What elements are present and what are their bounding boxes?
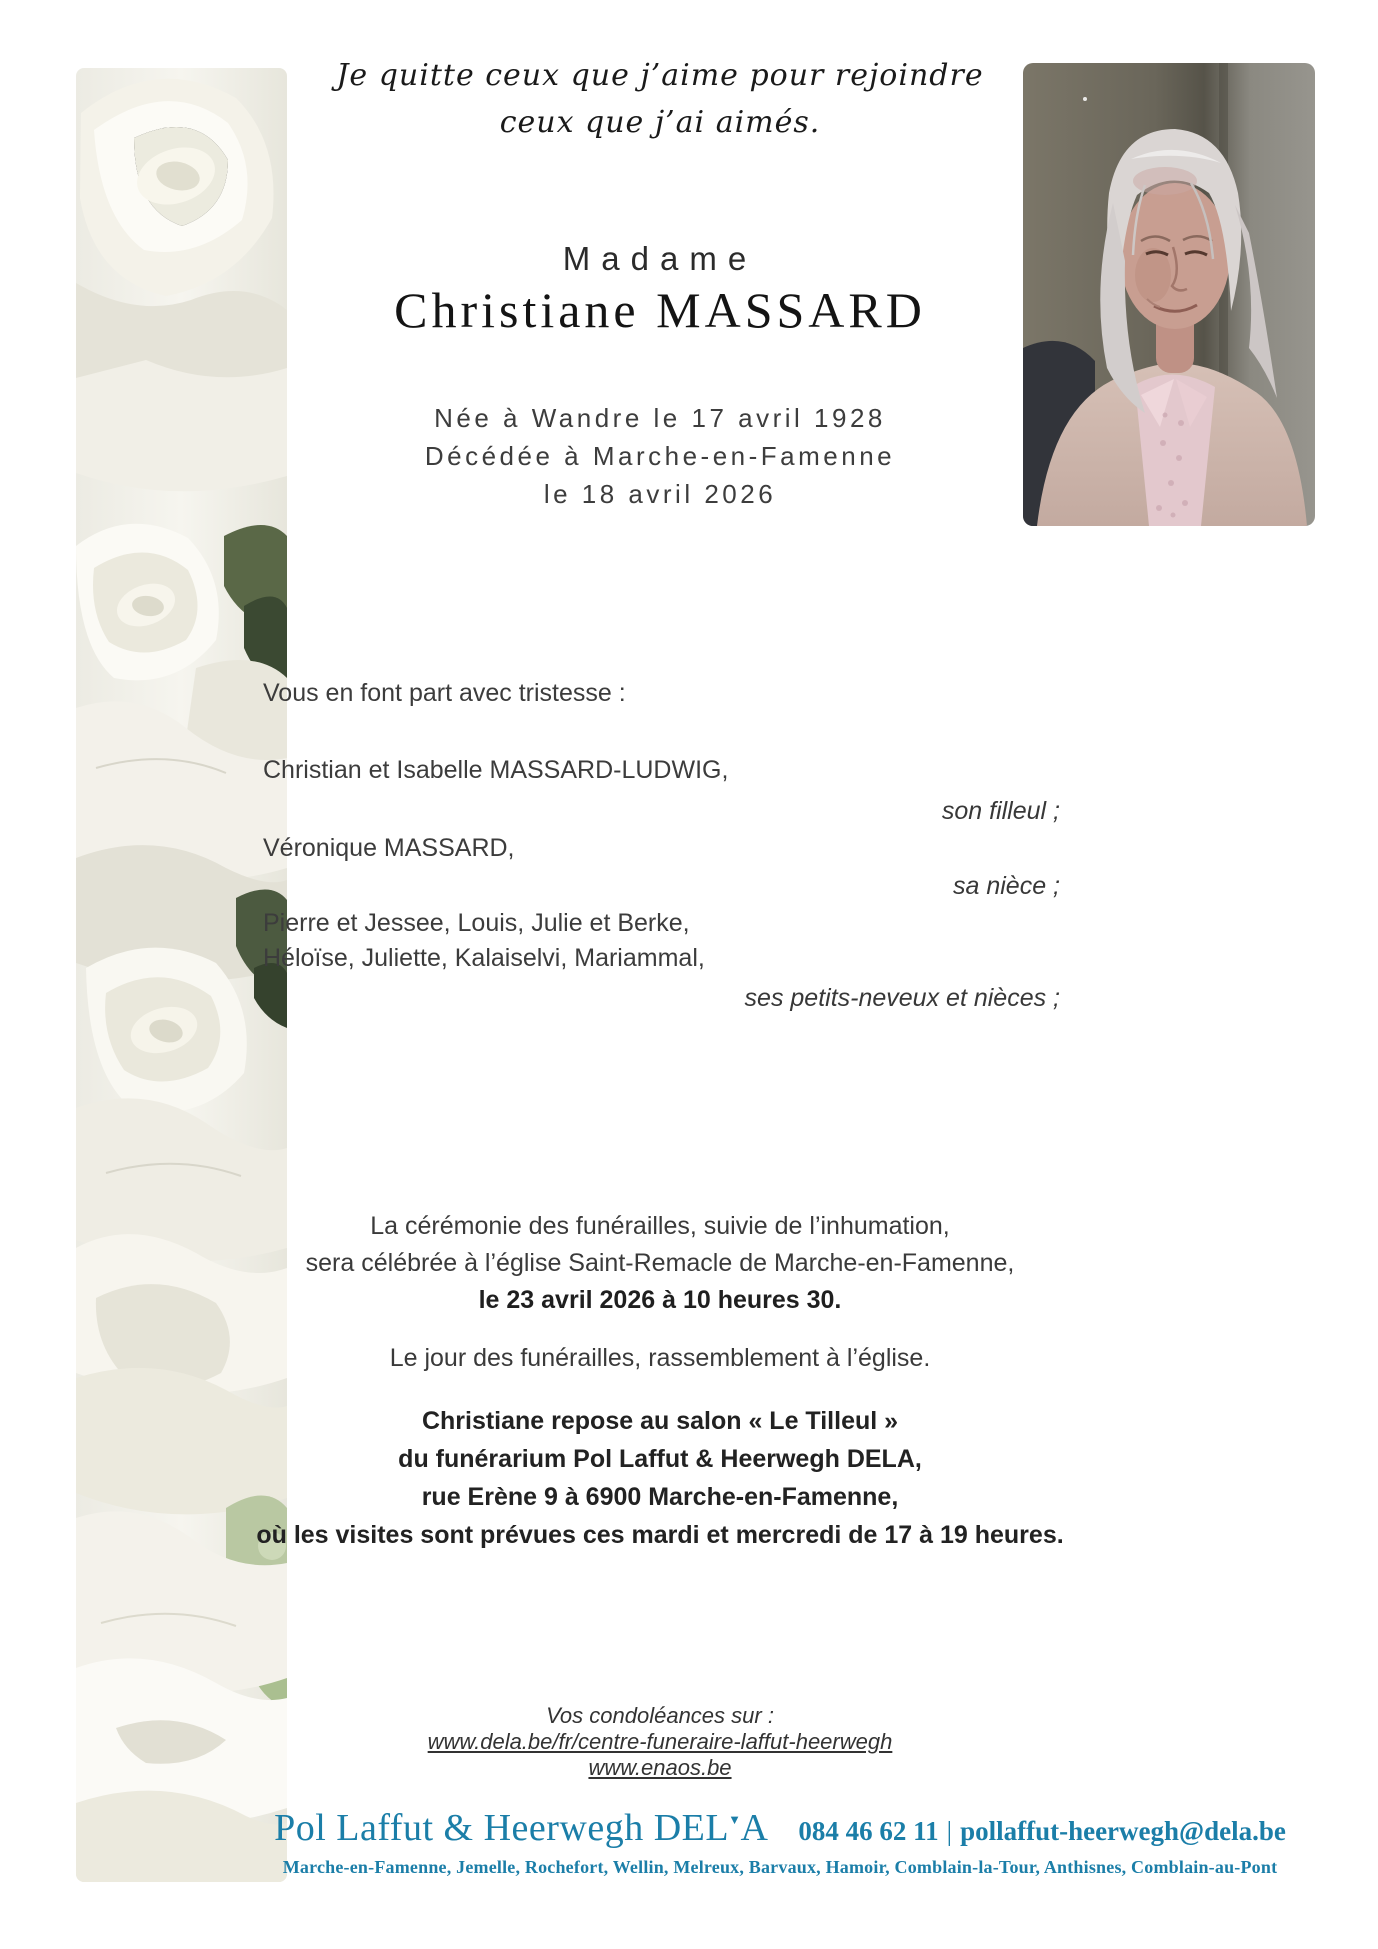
visitation-line1: Christiane repose au salon « Le Tilleul » bbox=[421, 1407, 899, 1435]
footer-separator: | bbox=[946, 1816, 953, 1846]
ceremony-line1: La cérémonie des funérailles, suivie de l’inhumation, bbox=[370, 1212, 950, 1240]
family-entry-relation: ses petits-neveux et nièces ; bbox=[744, 984, 1060, 1012]
footer bbox=[200, 1806, 1360, 1878]
family-entry-names: Héloïse, Juliette, Kalaiselvi, Mariammal, bbox=[263, 944, 705, 972]
footer-locations: Marche-en-Famenne, Jemelle, Rochefort, Wellin, Melreux, Barvaux, Hamoir, Comblain-la-Tour, Anthisnes, Comblain-au-Pont bbox=[282, 1857, 1278, 1877]
family-entry-names: Pierre et Jessee, Louis, Julie et Berke, bbox=[263, 909, 690, 937]
brand-text-suffix: A bbox=[740, 1807, 769, 1849]
visitation-line2: du funérarium Pol Laffut & Heerwegh DELA, bbox=[398, 1445, 922, 1473]
gathering-line: Le jour des funérailles, rassemblement à l’église. bbox=[389, 1344, 931, 1372]
ceremony-line2: sera célébrée à l’église Saint-Remacle de Marche-en-Famenne, bbox=[305, 1249, 1015, 1277]
ceremony-section bbox=[254, 1208, 1066, 1377]
memorial-quote bbox=[254, 52, 1066, 146]
condolences-section bbox=[254, 1703, 1066, 1781]
portrait-photo-of-deceased bbox=[1023, 63, 1315, 526]
condolences-link-enaos[interactable]: www.enaos.be bbox=[588, 1755, 732, 1780]
condolences-label: Vos condoléances sur : bbox=[546, 1703, 774, 1728]
family-entry-names: Christian et Isabelle MASSARD-LUDWIG, bbox=[263, 756, 729, 784]
funeral-home-logo bbox=[274, 1806, 768, 1850]
visitation-line4: où les visites sont prévues ces mardi et mercredi de 17 à 19 heures. bbox=[256, 1521, 1064, 1549]
visitation-line3: rue Erène 9 à 6900 Marche-en-Famenne, bbox=[421, 1483, 899, 1511]
family-entry-relation: son filleul ; bbox=[941, 797, 1060, 825]
quote-line2: ceux que j’ai aimés. bbox=[499, 105, 821, 140]
announcement-intro: Vous en font part avec tristesse : bbox=[263, 679, 626, 707]
birth-death-info bbox=[254, 399, 1066, 513]
condolences-link-dela[interactable]: www.dela.be/fr/centre-funeraire-laffut-heerwegh bbox=[427, 1729, 893, 1754]
title-madame: Madame bbox=[562, 240, 758, 277]
portrait-illustration bbox=[1023, 63, 1315, 526]
white-roses-photo-strip bbox=[76, 68, 287, 1882]
dela-triangle-icon: ▼ bbox=[728, 1812, 742, 1827]
family-section bbox=[263, 679, 1060, 1012]
visitation-section bbox=[254, 1402, 1066, 1554]
footer-contact bbox=[798, 1816, 1286, 1847]
brand-text: Pol Laffut & Heerwegh DEL bbox=[274, 1807, 730, 1849]
family-entry-names: Véronique MASSARD, bbox=[263, 834, 515, 862]
footer-email: pollaffut-heerwegh@dela.be bbox=[960, 1816, 1286, 1846]
death-date-line: le 18 avril 2026 bbox=[543, 479, 777, 509]
roses-illustration bbox=[76, 68, 287, 1882]
family-entry-relation: sa nièce ; bbox=[952, 872, 1060, 900]
footer-brand-row bbox=[200, 1806, 1360, 1850]
ceremony-date-time: le 23 avril 2026 à 10 heures 30. bbox=[478, 1286, 842, 1314]
quote-line1: Je quitte ceux que j’aime pour rejoindre bbox=[336, 58, 984, 93]
deceased-name: Christiane MASSARD bbox=[394, 282, 926, 338]
birth-line: Née à Wandre le 17 avril 1928 bbox=[434, 403, 886, 433]
death-place-line: Décédée à Marche-en-Famenne bbox=[424, 441, 896, 471]
footer-phone: 084 46 62 11 bbox=[798, 1816, 939, 1846]
